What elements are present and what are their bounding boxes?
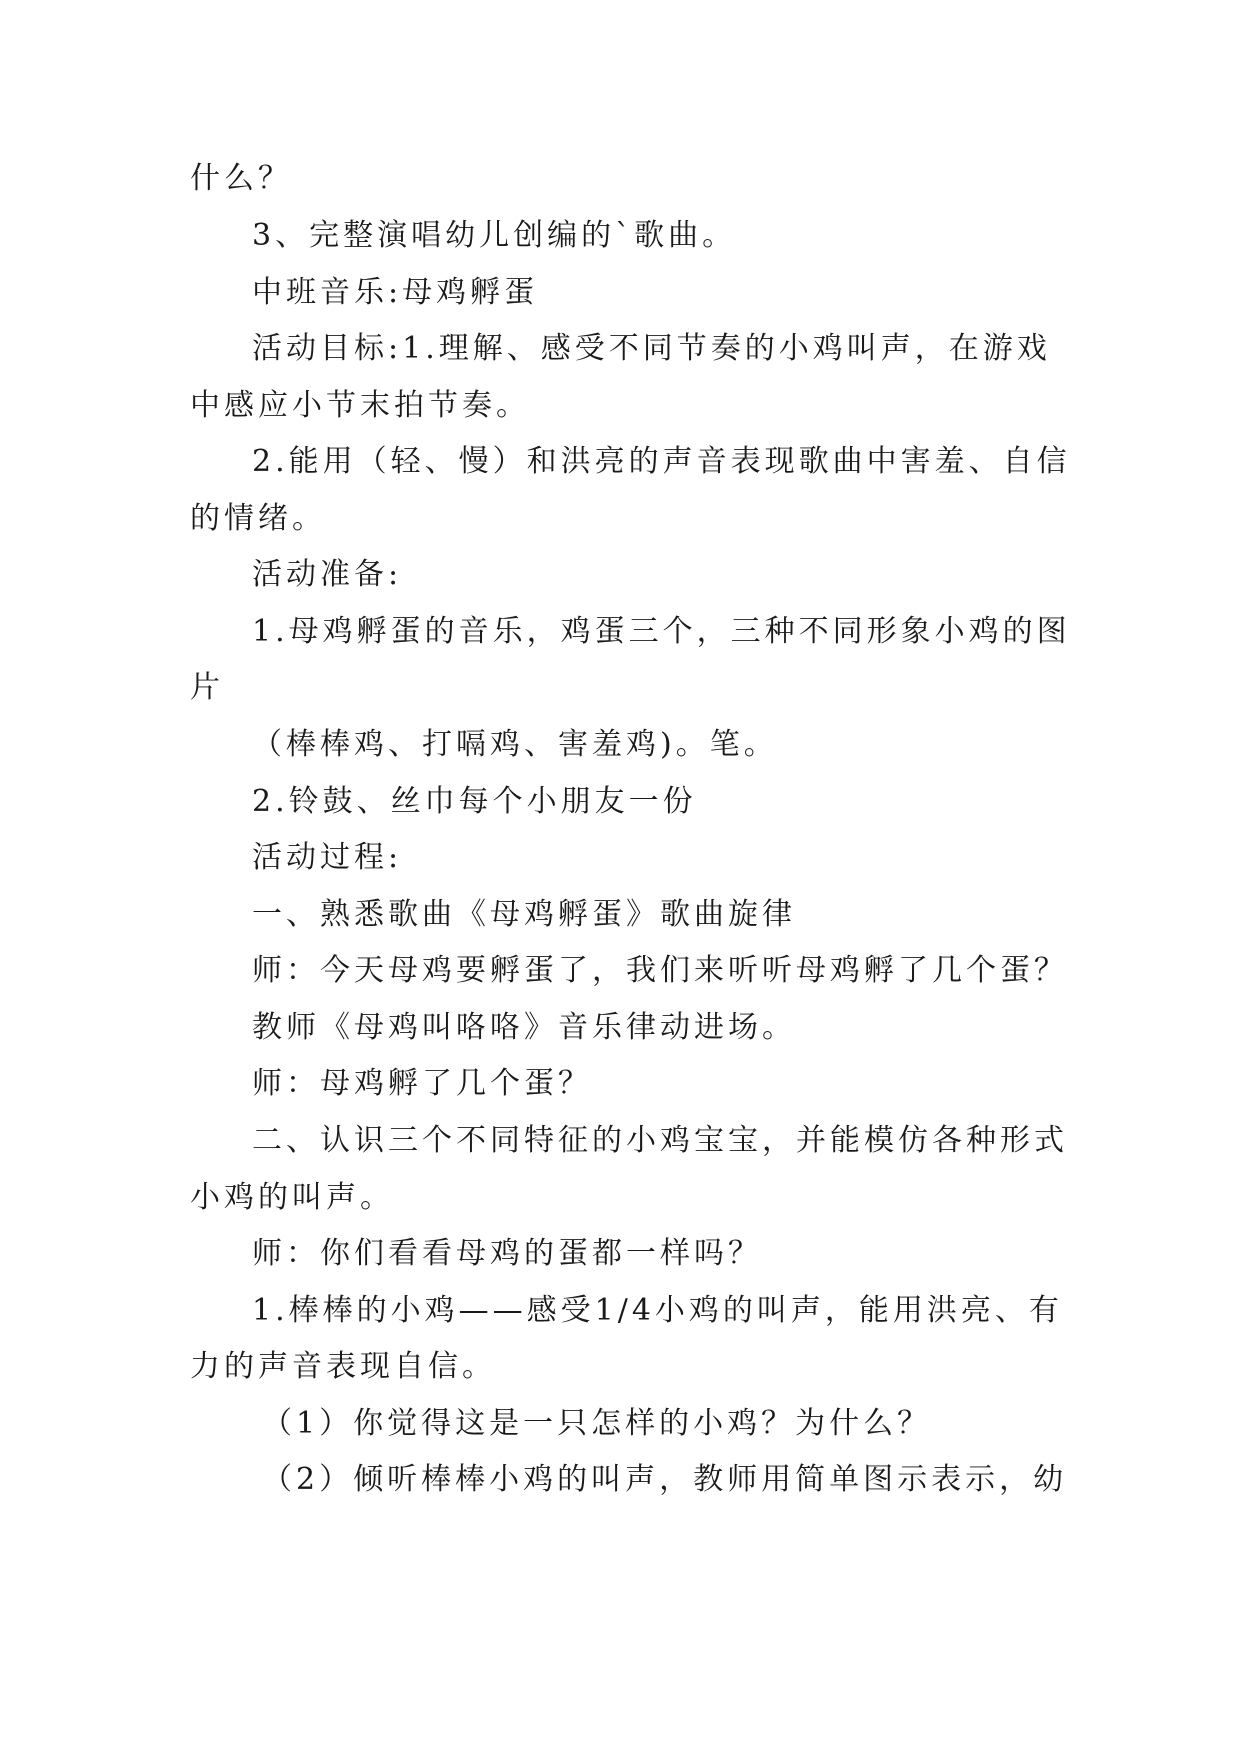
- text-line: 的情绪。: [190, 501, 326, 536]
- text-line: 师：母鸡孵了几个蛋？: [252, 1066, 592, 1101]
- text-line: 师：今天母鸡要孵蛋了，我们来听听母鸡孵了几个蛋？: [252, 953, 1068, 988]
- text-line: 2.能用（轻、慢）和洪亮的声音表现歌曲中害羞、自信: [252, 444, 1071, 479]
- text-line: 二、认识三个不同特征的小鸡宝宝，并能模仿各种形式: [252, 1123, 1068, 1158]
- text-line: 片: [190, 670, 224, 705]
- text-line: 活动目标:1.理解、感受不同节奏的小鸡叫声，在游戏: [252, 331, 1051, 366]
- heading-line: 中班音乐:母鸡孵蛋: [252, 275, 539, 310]
- text-line: 3、完整演唱幼儿创编的`歌曲。: [252, 218, 737, 253]
- text-line: （棒棒鸡、打嗝鸡、害羞鸡)。笔。: [252, 727, 778, 762]
- text-line: 活动准备:: [252, 557, 403, 592]
- text-line: 2.铃鼓、丝巾每个小朋友一份: [252, 784, 697, 819]
- text-line: 教师《母鸡叫咯咯》音乐律动进场。: [252, 1010, 796, 1045]
- text-line: 活动过程:: [252, 840, 403, 875]
- text-line: （2）倾听棒棒小鸡的叫声，教师用简单图示表示，幼: [262, 1462, 1068, 1497]
- text-line: 1.母鸡孵蛋的音乐，鸡蛋三个，三种不同形象小鸡的图: [252, 614, 1071, 649]
- text-line: 小鸡的叫声。: [190, 1180, 394, 1215]
- text-line: 1.棒棒的小鸡——感受1/4小鸡的叫声，能用洪亮、有: [252, 1293, 1063, 1328]
- text-line: （1）你觉得这是一只怎样的小鸡？为什么？: [262, 1406, 932, 1441]
- text-line: 力的声音表现自信。: [190, 1349, 496, 1384]
- text-line: 什么？: [190, 161, 292, 196]
- text-line: 师：你们看看母鸡的蛋都一样吗？: [252, 1236, 762, 1271]
- text-line: 一、熟悉歌曲《母鸡孵蛋》歌曲旋律: [252, 897, 796, 932]
- text-line: 中感应小节末拍节奏。: [190, 388, 530, 423]
